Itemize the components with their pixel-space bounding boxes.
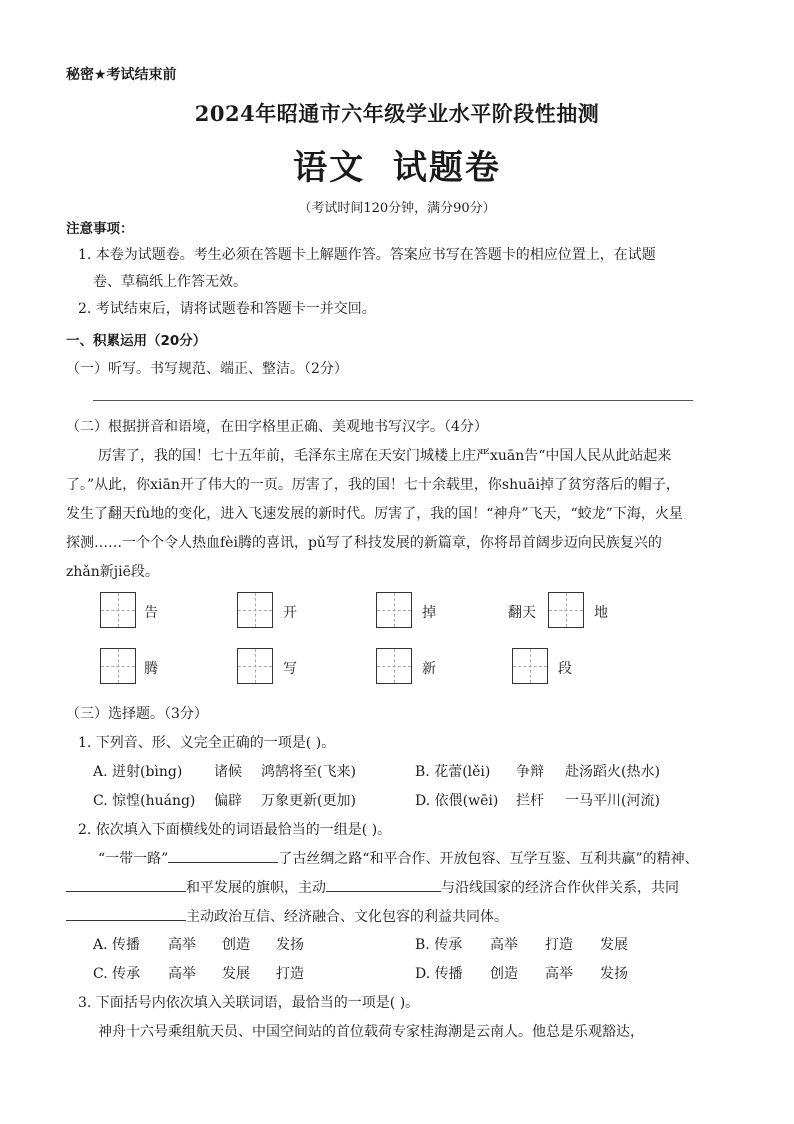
q2-option-d-4: 发扬 [600,966,628,982]
q2-text-3: 主动政治互信、经济融合、文化包容的利益共同体。 [186,909,508,925]
part1-heading: （一）听写。书写规范、端正、整洁。（2分） [66,361,348,377]
q1-option-a-word2: 诸候 [214,764,242,780]
grid-char: 翻天 [508,605,536,621]
q2-option-d-2: 创造 [490,966,518,982]
q2-option-d-3: 高举 [545,966,573,982]
grid-char: 告 [144,605,158,621]
q2-line-2 [66,877,679,897]
section-heading: 一、积累运用（20分） [66,333,207,349]
tianzige-box[interactable] [237,648,273,684]
q2-option-a-3: 创造 [222,937,250,953]
grid-char: 腾 [144,661,158,677]
grid-char: 新 [422,661,436,677]
passage-line-5: zhǎn新jiē段。 [66,564,159,580]
passage-line-2: 了。”从此，你xiān开了伟大的一页。厉害了，我的国！七十余载里，你shuāi掉了贫穷落后的帽子， [66,477,680,493]
fill-blank[interactable] [168,848,278,863]
time-info: （考试时间120分钟，满分90分） [298,201,496,216]
q1-option-a-word: A. 迸射(bìng) [93,764,183,780]
q2-option-c-3: 发展 [222,966,250,982]
note-item-1-cont: 卷、草稿纸上作答无效。 [93,274,247,290]
tianzige-box[interactable] [548,592,584,628]
confidential-label: 秘密★考试结束前 [66,67,177,83]
q2-option-c-1: C. 传承 [93,966,141,982]
question-3: 3. 下面括号内依次填入关联词语，最恰当的一项是( )。 [78,995,420,1011]
q1-option-d-word: D. 依偎(wēi) [415,793,499,809]
subject-title: 语文 试题卷 [293,148,501,188]
q2-option-d-1: D. 传播 [415,966,463,982]
q1-option-d-word2: 拦杆 [516,793,544,809]
tianzige-box[interactable] [100,648,136,684]
notes-heading: 注意事项： [66,221,134,237]
passage-line-4: 探测……一个个令人热血fèi腾的喜讯，pǔ写了科技发展的新篇章，你将昂首阔步迈向民族复兴的 [66,535,662,551]
tianzige-box[interactable] [512,648,548,684]
q2-text-2b: 与沿线国家的经济合作伙伴关系，共同 [441,880,679,896]
q2-option-c-4: 打造 [276,966,304,982]
question-1: 1. 下列音、形、义完全正确的一项是( )。 [78,735,336,751]
question-2: 2. 依次填入下面横线处的词语最恰当的一组是( )。 [78,822,392,838]
q1-option-a-word3: 鸿鹄将至(飞来) [261,764,356,780]
passage-line-3: 发生了翻天fù地的变化，进入飞速发展的新时代。厉害了，我的国！“神舟”飞天，“蛟龙”下海，火星 [66,506,683,522]
tianzige-box[interactable] [376,648,412,684]
q3-passage: 神舟十六号乘组航天员、中国空间站的首位载荷专家桂海潮是云南人。他总是乐观豁达， [98,1024,644,1040]
q2-option-a-2: 高举 [168,937,196,953]
q1-option-d-word3: 一马平川(河流) [565,793,660,809]
note-item-1: 1. 本卷为试题卷。考生必须在答题卡上解题作答。答案应书写在答题卡的相应位置上，在试题 [78,247,656,263]
q2-option-b-4: 发展 [600,937,628,953]
q2-text-1a: “一带一路” [98,851,169,867]
fill-blank[interactable] [326,877,441,892]
fill-blank[interactable] [66,877,186,892]
q1-option-c-word2: 偏辟 [214,793,242,809]
note-item-2: 2. 考试结束后，请将试题卷和答题卡一并交回。 [78,301,376,317]
q2-line-3 [66,906,508,926]
q2-option-c-2: 高举 [168,966,196,982]
q1-option-c-word3: 万象更新(更加) [261,793,356,809]
q1-option-b-word3: 赴汤蹈火(热水) [565,764,660,780]
part2-heading: （二）根据拼音和语境，在田字格里正确、美观地书写汉字。（4分） [66,419,488,435]
tianzige-box[interactable] [376,592,412,628]
q2-text-2a: 和平发展的旗帜，主动 [186,880,326,896]
q2-option-a-4: 发扬 [276,937,304,953]
q2-option-b-3: 打造 [545,937,573,953]
exam-title: 2024年昭通市六年级学业水平阶段性抽测 [194,101,600,126]
tianzige-box[interactable] [237,592,273,628]
q1-option-c-word: C. 惊惶(huáng) [93,793,196,809]
q2-line-1 [98,848,699,868]
q1-option-b-word: B. 花蕾(lěi) [415,764,491,780]
part3-heading: （三）选择题。（3分） [66,706,208,722]
tianzige-box[interactable] [100,592,136,628]
grid-char: 地 [594,605,608,621]
q2-text-1b: 了古丝绸之路“和平合作、开放包容、互学互鉴、互利共赢”的精神、 [278,851,699,867]
q2-option-b-1: B. 传承 [415,937,463,953]
q2-option-b-2: 高举 [490,937,518,953]
grid-char: 段 [558,661,572,677]
q2-option-a-1: A. 传播 [93,937,141,953]
grid-char: 开 [283,605,297,621]
q1-option-b-word2: 争辩 [516,764,544,780]
grid-char: 写 [283,661,297,677]
dictation-line [93,400,693,401]
grid-char: 掉 [422,605,436,621]
fill-blank[interactable] [66,906,186,921]
passage-line-1: 厉害了，我的国！七十五年前，毛泽东主席在天安门城楼上庄严xuān告“中国人民从此站起来 [98,448,672,464]
